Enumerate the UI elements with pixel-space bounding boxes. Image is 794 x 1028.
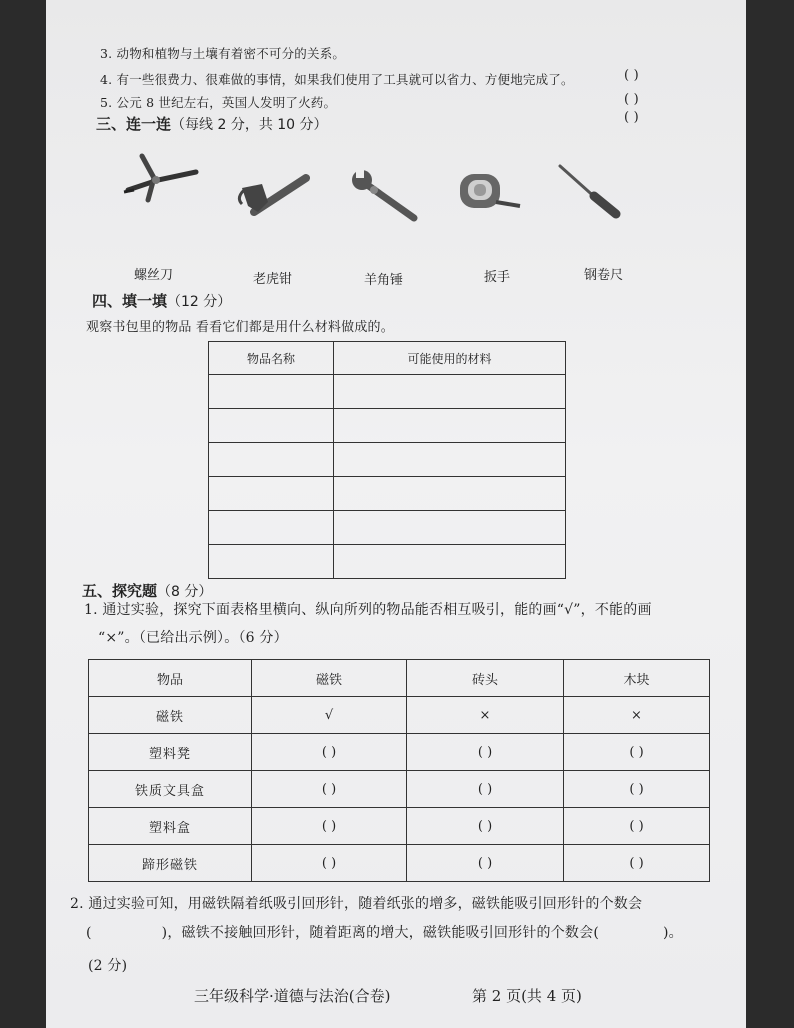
materials-cell[interactable]: [334, 409, 566, 443]
claw-hammer-icon: [236, 168, 316, 218]
answer-cell[interactable]: ( ): [407, 845, 564, 882]
tool-label-1: 螺丝刀: [134, 268, 174, 283]
answer-cell[interactable]: ( ): [564, 845, 710, 882]
materials-cell[interactable]: [209, 375, 334, 409]
section3-score: （每线 2 分，共 10 分）: [171, 117, 328, 133]
section5-q2-line1: 2. 通过实验可知，用磁铁隔着纸吸引回形针，随着纸张的增多，磁铁能吸引回形针的个数会: [70, 896, 643, 912]
tool-label-3: 羊角锤: [364, 273, 404, 288]
section5-q1-line1: 1. 通过实验，探究下面表格里横向、纵向所列的物品能否相互吸引，能的画“√”，不能的画: [84, 602, 652, 618]
answer-cell[interactable]: ( ): [407, 734, 564, 771]
answer-cell: √: [252, 697, 407, 734]
table-row: [89, 771, 710, 808]
answer-cell[interactable]: ( ): [252, 845, 407, 882]
q2-end-text: )。: [663, 925, 683, 941]
section3-title: 三、连一连: [96, 115, 172, 133]
materials-table: [208, 341, 566, 579]
magnet-table: [88, 659, 710, 882]
footer-page-number: 第 2 页(共 4 页): [472, 987, 582, 1005]
tf-question-3: 3. 动物和植物与土壤有着密不可分的关系。: [100, 46, 346, 61]
wrench-icon: [346, 166, 426, 224]
section5-q1-line2: “×”。（已给出示例）。（6 分）: [98, 630, 288, 646]
section5-q2-line2: [86, 922, 683, 942]
row-label: 塑料凳: [89, 734, 252, 771]
answer-cell[interactable]: ( ): [564, 771, 710, 808]
tool-label-5: 钢卷尺: [584, 268, 624, 283]
answer-cell[interactable]: ( ): [407, 771, 564, 808]
materials-cell[interactable]: [209, 477, 334, 511]
table-row: [89, 697, 710, 734]
tool-label-2: 老虎钳: [253, 272, 293, 287]
tf-question-4: 4. 有一些很费力、很难做的事情，如果我们使用了工具就可以省力、方便地完成了。: [100, 72, 574, 87]
section5-score: （8 分）: [157, 584, 213, 600]
magnet-header-magnet: 磁铁: [252, 660, 407, 697]
q2-blank-open-1: (: [86, 925, 92, 941]
magnet-header-wood: 木块: [564, 660, 710, 697]
answer-cell[interactable]: ( ): [407, 808, 564, 845]
answer-cell: ×: [564, 697, 710, 734]
row-label: 铁质文具盒: [89, 771, 252, 808]
tf-question-5: 5. 公元 8 世纪左右，英国人发明了火药。: [100, 95, 337, 110]
answer-cell[interactable]: ( ): [564, 808, 710, 845]
materials-cell[interactable]: [209, 409, 334, 443]
table-row: [89, 734, 710, 771]
tf-answer-paren-5[interactable]: ( ): [624, 110, 639, 125]
materials-cell[interactable]: [334, 511, 566, 545]
materials-cell[interactable]: [334, 545, 566, 579]
tf-answer-paren-4[interactable]: ( ): [624, 92, 639, 107]
magnet-header-item: 物品: [89, 660, 252, 697]
magnet-header-brick: 砖头: [407, 660, 564, 697]
answer-cell: ×: [407, 697, 564, 734]
section5-heading: [82, 580, 212, 601]
section5-title: 五、探究题: [82, 582, 158, 600]
section3-heading: [96, 113, 328, 134]
section4-instruction: 观察书包里的物品 看看它们都是用什么材料做成的。: [86, 320, 394, 335]
table-row: [89, 808, 710, 845]
tape-measure-icon: [456, 168, 524, 218]
row-label: 蹄形磁铁: [89, 845, 252, 882]
materials-cell[interactable]: [209, 511, 334, 545]
materials-cell[interactable]: [334, 375, 566, 409]
tool-label-4: 扳手: [484, 270, 511, 285]
materials-cell[interactable]: [209, 443, 334, 477]
table-row: [89, 845, 710, 882]
answer-cell[interactable]: ( ): [252, 808, 407, 845]
materials-cell[interactable]: [334, 477, 566, 511]
section5-q2-score: (2 分): [88, 958, 128, 974]
section4-title: 四、填一填: [92, 292, 168, 310]
row-label: 塑料盒: [89, 808, 252, 845]
materials-header-material: 可能使用的材料: [334, 342, 566, 375]
row-label: 磁铁: [89, 697, 252, 734]
answer-cell[interactable]: ( ): [564, 734, 710, 771]
tf-answer-paren-3[interactable]: ( ): [624, 68, 639, 83]
q2-mid-text: )，磁铁不接触回形针，随着距离的增大，磁铁能吸引回形针的个数会(: [161, 925, 599, 941]
section4-heading: [92, 290, 231, 311]
materials-cell[interactable]: [334, 443, 566, 477]
materials-header-name: 物品名称: [209, 342, 334, 375]
exam-page: [46, 0, 746, 1028]
section4-score: （12 分）: [167, 294, 232, 310]
answer-cell[interactable]: ( ): [252, 734, 407, 771]
screwdriver-icon: [554, 160, 624, 220]
pliers-icon: [118, 150, 208, 210]
materials-cell[interactable]: [209, 545, 334, 579]
footer-course: 三年级科学·道德与法治(合卷): [194, 987, 391, 1005]
answer-cell[interactable]: ( ): [252, 771, 407, 808]
